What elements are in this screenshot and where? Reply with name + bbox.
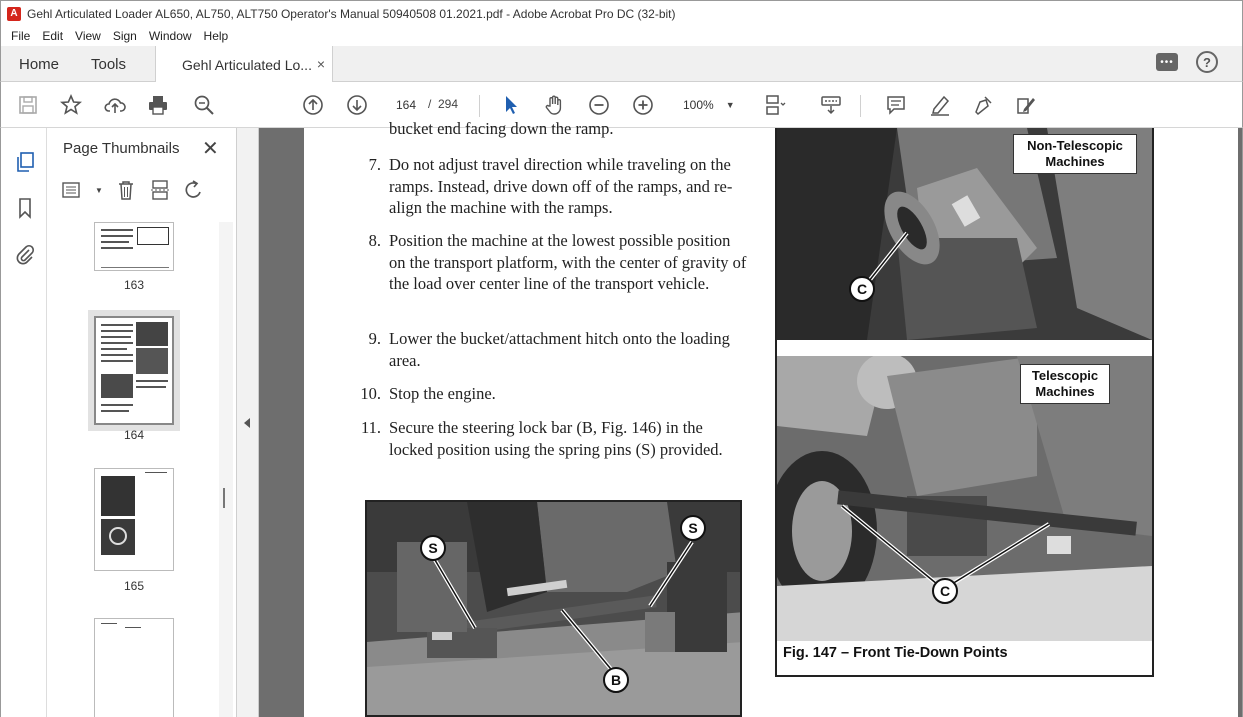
figure-caption: Fig. 147 – Front Tie-Down Points [783, 645, 1008, 661]
thumbnail-footer-line [101, 267, 169, 268]
bookmarks-icon[interactable] [13, 196, 37, 220]
callout-s-right: S [680, 515, 706, 541]
thumbnail-page-163[interactable] [94, 222, 174, 271]
chevron-down-icon: ▼ [725, 100, 735, 110]
step-text: Secure the steering lock bar (B, Fig. 146) in the locked position using the spring pins (S) provided. [389, 418, 723, 459]
thumbnail-options-icon[interactable] [61, 179, 83, 201]
window-title: Gehl Articulated Loader AL650, AL750, ALT750 Operator's Manual 50940508 01.2021.pdf - Adobe Acrobat Pro DC (32-bit) [27, 6, 676, 21]
chevron-down-icon[interactable]: ▼ [95, 185, 103, 195]
acrobat-icon: A [7, 7, 21, 21]
page-layout-icon[interactable] [763, 93, 787, 117]
thumbnail-figure [137, 227, 169, 245]
thumbnail-text-line [101, 235, 133, 237]
comment-chat-icon[interactable]: ••• [1156, 53, 1178, 71]
page-separator: / [428, 97, 432, 111]
callout-c-top: C [849, 276, 875, 302]
callout-s-left: S [420, 535, 446, 561]
collapse-arrow-icon[interactable] [244, 418, 250, 428]
step-text: Do not adjust travel direction while traveling on the ramps. Instead, drive down off of the ramps, and re-align the machine with the ramps. [389, 155, 733, 217]
menu-file[interactable]: File [11, 29, 31, 43]
thumbnail-page-166[interactable] [94, 618, 174, 717]
thumbnail-toolbar [61, 176, 227, 204]
steering-lock-bar-photo [365, 500, 742, 717]
zoom-in-icon[interactable] [631, 93, 655, 117]
step-number: 9. [368, 329, 381, 348]
thumbnail-text-line [101, 336, 131, 338]
tab-bar [0, 46, 1243, 82]
thumbnail-text-line [101, 229, 133, 231]
highlight-pen-icon[interactable] [928, 93, 952, 117]
tab-tools[interactable]: Tools [91, 55, 127, 73]
help-icon[interactable]: ? [1196, 51, 1218, 73]
thumbnail-photo [136, 322, 168, 346]
non-telescopic-label: Non-Telescopic Machines [1013, 134, 1137, 174]
document-viewer[interactable] [259, 119, 1243, 717]
toolbar-divider [479, 95, 480, 117]
zoom-level-value: 100% [683, 98, 714, 112]
menu-edit[interactable]: Edit [42, 29, 64, 43]
attachments-paperclip-icon[interactable] [13, 242, 37, 266]
callout-c-middle: C [932, 578, 958, 604]
previous-page-icon[interactable] [301, 93, 325, 117]
left-navigation-rail [0, 128, 47, 717]
hand-tool-icon[interactable] [542, 93, 566, 117]
upload-cloud-icon[interactable] [103, 93, 127, 117]
page-thumbnails-icon[interactable] [13, 150, 37, 174]
thumbnail-text-line [101, 348, 127, 350]
page-thumbnails-panel [47, 128, 237, 717]
callout-b: B [603, 667, 629, 693]
zoom-out-icon[interactable] [587, 93, 611, 117]
comment-icon[interactable] [884, 93, 908, 117]
rotate-page-icon[interactable] [183, 179, 205, 201]
thumbnails-scrollbar[interactable] [219, 222, 233, 717]
thumbnail-text-line [101, 354, 133, 356]
print-icon[interactable] [146, 93, 170, 117]
page-number-input[interactable]: 164 [395, 98, 417, 112]
thumbnail-text-line [101, 360, 133, 362]
thumbnail-text-line [101, 247, 133, 249]
menu-bar [0, 26, 1243, 46]
cut-off-text-line: bucket end facing down the ramp. [389, 119, 614, 138]
thumbnail-photo [136, 348, 168, 374]
thumbnail-text-line [145, 472, 167, 473]
pdf-page [304, 119, 1238, 717]
thumbnail-label-164: 164 [123, 428, 145, 442]
thumbnail-text-line [125, 627, 141, 628]
step-number: 8. [368, 231, 381, 250]
thumbnail-label-165: 165 [123, 579, 145, 593]
thumbnail-text-line [101, 404, 133, 406]
menu-view[interactable]: View [75, 29, 101, 43]
draw-pen-icon[interactable] [971, 93, 995, 117]
close-panel-icon[interactable]: ✕ [202, 138, 219, 160]
close-tab-icon[interactable]: × [316, 56, 325, 72]
thumbnail-text-line [101, 330, 133, 332]
extract-pages-icon[interactable] [149, 179, 171, 201]
thumbnail-text-line [101, 324, 133, 326]
thumbnail-text-line [101, 623, 117, 624]
next-page-icon[interactable] [345, 93, 369, 117]
thumbnail-page-164[interactable] [94, 316, 174, 425]
non-telescopic-photo [777, 128, 1152, 340]
page-total: 294 [438, 97, 459, 111]
keyboard-tools-icon[interactable] [819, 93, 843, 117]
thumbnail-text-line [101, 241, 129, 243]
bookmark-star-icon[interactable] [59, 93, 83, 117]
menu-help[interactable]: Help [203, 29, 229, 43]
thumbnail-text-line [101, 342, 133, 344]
step-text: Position the machine at the lowest possible position on the transport platform, with the center of gravity of the load over center line of the transport vehicle. [389, 231, 747, 293]
thumbnail-photo [101, 374, 133, 398]
scrollbar-thumb[interactable] [223, 488, 225, 508]
step-number: 11. [360, 418, 381, 437]
thumbnail-text-line [136, 380, 168, 382]
step-text: Lower the bucket/attachment hitch onto the loading area. [389, 329, 730, 370]
thumbnail-page-165[interactable] [94, 468, 174, 571]
menu-window[interactable]: Window [148, 29, 192, 43]
delete-page-icon[interactable] [115, 179, 137, 201]
zoom-level-dropdown[interactable] [677, 93, 743, 117]
main-toolbar [0, 82, 1243, 128]
tab-document-label: Gehl Articulated Lo... [182, 56, 312, 73]
thumbnail-photo [101, 476, 135, 516]
tab-document[interactable] [155, 46, 333, 83]
tab-home[interactable]: Home [19, 55, 60, 73]
zoom-search-icon[interactable] [192, 93, 216, 117]
step-text: Stop the engine. [389, 384, 496, 403]
telescopic-photo [777, 356, 1152, 641]
menu-sign[interactable]: Sign [112, 29, 137, 43]
thumbnail-text-line [136, 386, 166, 388]
panel-title: Page Thumbnails [63, 140, 180, 157]
thumbnail-label-163: 163 [123, 278, 145, 292]
collapse-panel-handle[interactable] [237, 128, 259, 717]
fill-sign-icon[interactable] [1014, 93, 1038, 117]
thumbnail-text-line [101, 410, 129, 412]
toolbar-divider [860, 95, 861, 117]
telescopic-label: Telescopic Machines [1020, 364, 1110, 404]
title-bar [0, 0, 1243, 26]
select-cursor-icon[interactable] [499, 93, 523, 117]
thumbnail-callout [109, 527, 127, 545]
step-number: 7. [368, 155, 381, 174]
save-icon[interactable] [16, 93, 40, 117]
step-number: 10. [360, 384, 381, 403]
